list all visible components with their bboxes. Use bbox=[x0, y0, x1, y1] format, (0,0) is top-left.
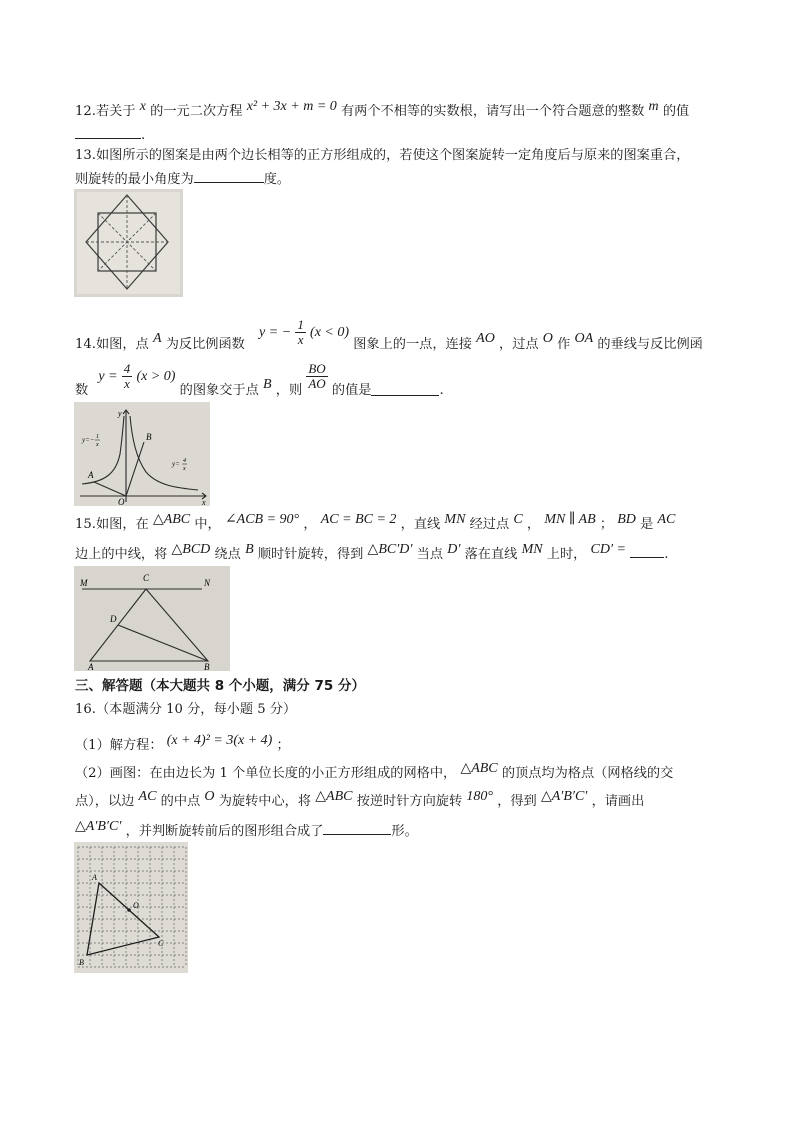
q16-text: 按逆时针方向旋转 bbox=[356, 794, 463, 809]
q12-equation: x² + 3x + m = 0 bbox=[246, 99, 337, 114]
label-n: N bbox=[204, 578, 211, 588]
svg-text:x: x bbox=[96, 442, 99, 448]
q16-answer-blank[interactable] bbox=[323, 820, 391, 835]
q16-sub2-line3 bbox=[75, 820, 418, 842]
label-c: C bbox=[143, 573, 150, 583]
triangle-abc: △ABC bbox=[460, 761, 498, 776]
q15-text: ， bbox=[526, 517, 541, 532]
label-f-right: y= bbox=[172, 460, 180, 468]
q14-line2 bbox=[75, 362, 444, 402]
label-y: y bbox=[118, 409, 122, 418]
svg-text:4: 4 bbox=[183, 458, 186, 464]
mn-parallel-ab: MN ∥ AB bbox=[544, 512, 596, 527]
label-a: A bbox=[92, 873, 97, 882]
q15-figure bbox=[74, 566, 230, 671]
q16-sub1 bbox=[75, 733, 290, 756]
label-a: A bbox=[88, 470, 94, 480]
segment-ac: AC bbox=[657, 512, 676, 527]
ac-bc-eq: AC = BC = 2 bbox=[320, 512, 397, 527]
label-c: C bbox=[158, 939, 164, 948]
var-m: m bbox=[648, 99, 659, 114]
section3-heading: 三、解答题（本大题共 8 个小题，满分 75 分） bbox=[75, 678, 365, 694]
label-a: A bbox=[88, 662, 94, 671]
func2-condition: (x > 0) bbox=[136, 369, 176, 384]
q15-text: 边上的中线，将 bbox=[75, 547, 168, 562]
label-o: O bbox=[118, 497, 125, 506]
q14-text: 为反比例函数 bbox=[165, 337, 245, 352]
q15-answer-blank[interactable] bbox=[630, 543, 664, 558]
q15-text: 当点 bbox=[416, 547, 444, 562]
label-m: M bbox=[80, 578, 88, 588]
triangle-abc-prime: △A′B′C′ bbox=[75, 819, 122, 834]
q14-text: 的图象交于点 bbox=[179, 383, 259, 398]
q14-text: 的垂线与反比例函 bbox=[597, 337, 703, 352]
svg-text:1: 1 bbox=[96, 434, 99, 440]
line-mn: MN bbox=[521, 542, 543, 557]
q13-text: 度。 bbox=[263, 172, 291, 187]
label-f-left: y=− bbox=[82, 436, 95, 444]
q15-text: 经过点 bbox=[469, 517, 510, 532]
label-d: D bbox=[110, 614, 117, 624]
q15-line1 bbox=[75, 512, 676, 535]
q13-text: 则旋转的最小角度为 bbox=[75, 172, 194, 187]
q13-line2 bbox=[75, 168, 290, 190]
label-b: B bbox=[79, 958, 84, 967]
q12-end: . bbox=[141, 128, 146, 143]
label-b: B bbox=[204, 662, 210, 671]
segment-ac: AC bbox=[138, 789, 157, 804]
segment-bd: BD bbox=[617, 512, 636, 527]
point-a: A bbox=[152, 331, 162, 346]
q16-text: ； bbox=[276, 738, 290, 753]
q12-text: 的值 bbox=[662, 104, 690, 119]
line-mn: MN bbox=[444, 512, 466, 527]
q14-text: 作 bbox=[557, 337, 571, 352]
var-x: x bbox=[139, 99, 146, 114]
q15-line2 bbox=[75, 543, 668, 565]
q14-text: 14.如图，点 bbox=[75, 337, 149, 352]
q13-text: 13.如图所示的图案是由两个边长相等的正方形组成的，若使这个图案旋转一定角度后与原来的图案重合， bbox=[75, 148, 690, 163]
q16-text: ，请画出 bbox=[591, 794, 645, 809]
segment-ao: AO bbox=[476, 331, 495, 346]
point-o-graph bbox=[127, 908, 131, 912]
func1-condition: (x < 0) bbox=[310, 325, 350, 340]
q15-text: 中， bbox=[194, 517, 221, 532]
q15-text: 上时， bbox=[546, 547, 587, 562]
q13-answer-blank[interactable] bbox=[194, 168, 264, 183]
point-o: O bbox=[542, 331, 553, 346]
point-o: O bbox=[204, 789, 215, 804]
q14-text: 的值是 bbox=[331, 383, 372, 398]
q13-line1 bbox=[75, 146, 689, 166]
q14-line1 bbox=[75, 318, 703, 358]
triangle-bcd-prime: △BC′D′ bbox=[367, 542, 413, 557]
func1-fraction: $\frac{1}{x}$ bbox=[297, 317, 304, 347]
q14-text: 图象上的一点，连接 bbox=[353, 337, 472, 352]
label-x: x bbox=[202, 498, 206, 506]
q16-text: 的顶点均为格点（网格线的交 bbox=[501, 766, 674, 781]
q16-text: 为旋转中心，将 bbox=[218, 794, 312, 809]
triangle-abc-prime: △A′B′C′ bbox=[540, 789, 588, 804]
q16-text: 形。 bbox=[391, 824, 418, 839]
q15-text: 15.如图，在 bbox=[75, 517, 149, 532]
q16-text: 的中点 bbox=[160, 794, 201, 809]
q16-title: 16.（本题满分 10 分，每小题 5 分） bbox=[75, 702, 297, 717]
func2-fraction: $\frac{4}{x}$ bbox=[123, 361, 131, 391]
q15-end: . bbox=[664, 547, 669, 562]
point-b: B bbox=[245, 542, 254, 557]
label-b: B bbox=[146, 432, 152, 442]
q12-text: 12.若关于 bbox=[75, 104, 136, 119]
q14-figure bbox=[74, 402, 210, 506]
q15-text: 顺时针旋转，得到 bbox=[257, 547, 364, 562]
triangle-bcd: △BCD bbox=[171, 542, 211, 557]
func1-lhs: y = − bbox=[259, 325, 292, 340]
q12-answer-blank[interactable] bbox=[75, 124, 141, 139]
func2-lhs: y = bbox=[98, 369, 118, 384]
q16-sub2-line1 bbox=[75, 761, 674, 784]
cd-prime: CD′ = bbox=[590, 542, 627, 557]
q15-text: 是 bbox=[640, 517, 654, 532]
q16-equation: (x + 4)² = 3(x + 4) bbox=[166, 733, 273, 748]
q13-figure bbox=[74, 189, 183, 297]
q14-text: ，过点 bbox=[499, 337, 539, 352]
point-c: C bbox=[513, 512, 523, 527]
q16-text: （2）画图：在由边长为 1 个单位长度的小正方形组成的网格中， bbox=[75, 766, 457, 781]
q16-grid-figure bbox=[74, 842, 188, 973]
triangle-abc: △ABC bbox=[152, 512, 191, 527]
q12-line2 bbox=[75, 124, 145, 146]
q14-end: . bbox=[439, 383, 444, 398]
q14-text: ，则 bbox=[275, 383, 303, 398]
angle-acb: ∠ACB = 90° bbox=[224, 512, 300, 527]
q15-text: 落在直线 bbox=[464, 547, 518, 562]
q16-sub2-line2 bbox=[75, 789, 645, 812]
triangle-abc: △ABC bbox=[315, 789, 353, 804]
q16-text: ，得到 bbox=[497, 794, 537, 809]
point-b: B bbox=[263, 377, 272, 392]
q16-text: ，并判断旋转前后的图形组合成了 bbox=[125, 824, 324, 839]
q12-line1 bbox=[75, 99, 690, 122]
q14-text: 数 bbox=[75, 383, 89, 398]
q14-answer-blank[interactable] bbox=[371, 381, 439, 396]
q16-text: （1）解方程： bbox=[75, 738, 163, 753]
q15-text: ，直线 bbox=[400, 517, 441, 532]
q15-text: 绕点 bbox=[214, 547, 241, 562]
segment-oa: OA bbox=[574, 331, 594, 346]
svg-text:x: x bbox=[183, 466, 186, 472]
label-o: O bbox=[133, 901, 139, 910]
ratio-fraction: $\frac{BO}{AO}$ bbox=[308, 361, 326, 391]
q15-text: ， bbox=[303, 517, 317, 532]
q12-text: 的一元二次方程 bbox=[150, 104, 243, 119]
q15-text: ； bbox=[599, 517, 614, 532]
q12-text: 有两个不相等的实数根，请写出一个符合题意的整数 bbox=[340, 104, 645, 119]
rotation-degrees: 180° bbox=[466, 789, 493, 804]
point-d-prime: D′ bbox=[447, 542, 461, 557]
q16-text: 点），以边 bbox=[75, 794, 135, 809]
